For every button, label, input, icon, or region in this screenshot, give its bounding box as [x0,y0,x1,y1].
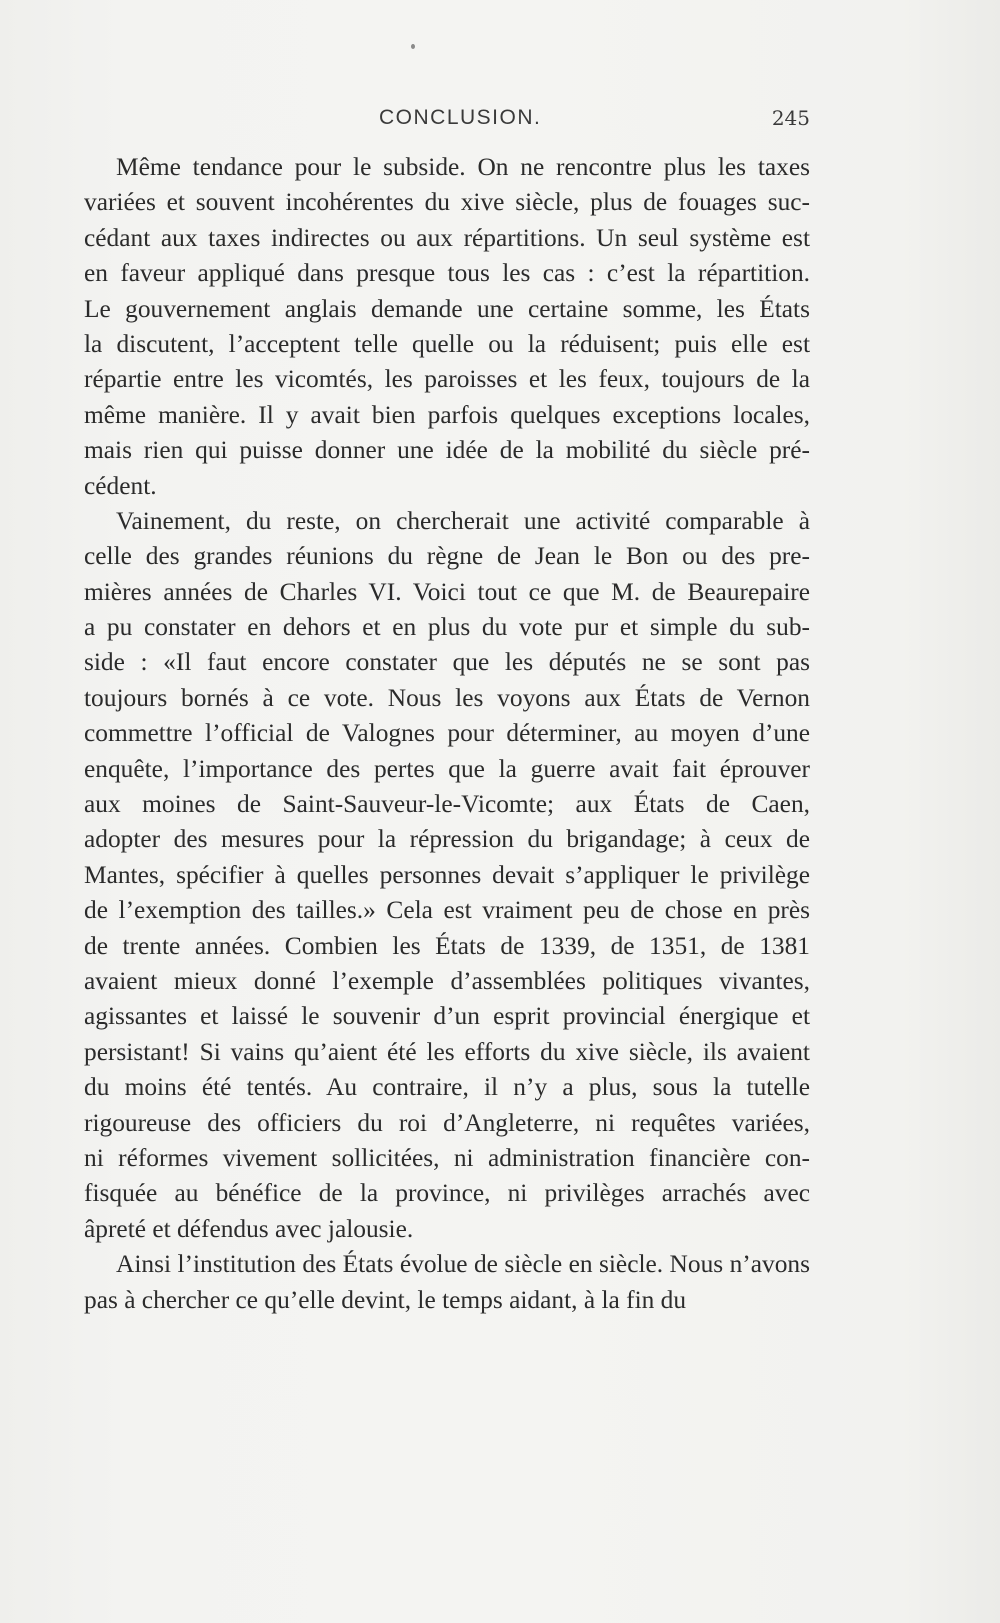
paragraph [84,504,810,1247]
text-line: mières années de Charles VI. Voici tout ce que M. de Beaurepaire [84,577,810,606]
text-line: agissantes et laissé le souvenir d’un esprit provincial énergique et [84,1002,810,1031]
text-line: adopter des mesures pour la répression du brigandage; à ceux de [84,825,810,854]
text-line: toujours bornés à ce vote. Nous les voyons aux États de Vernon [84,683,810,712]
text-line: rigoureuse des officiers du roi d’Angleterre, ni requêtes variées, [84,1108,810,1137]
text-line: Vainement, du reste, on chercherait une activité comparable à [116,506,810,535]
text-line: de l’exemption des tailles.» Cela est vraiment peu de chose en près [84,896,810,925]
body-text [84,150,810,1318]
text-line: la discutent, l’acceptent telle quelle ou la réduisent; puis elle est [84,329,810,358]
text-line: persistant! Si vains qu’aient été les efforts du xive siècle, ils avaient [84,1037,810,1066]
text-line: Ainsi l’institution des États évolue de siècle en siècle. Nous n’avons [116,1250,810,1279]
text-line: variées et souvent incohérentes du xive siècle, plus de fouages suc- [84,188,810,217]
text-line: a pu constater en dehors et en plus du vote pur et simple du sub- [84,613,810,642]
text-line: avaient mieux donné l’exemple d’assemblées politiques vivantes, [84,966,810,995]
page-number: 245 [771,106,810,130]
text-line: commettre l’official de Valognes pour déterminer, au moyen d’une [84,719,810,748]
text-line: cédent. [84,471,157,500]
text-line: mais rien qui puisse donner une idée de la mobilité du siècle pré- [84,436,810,465]
text-line: âpreté et défendus avec jalousie. [84,1214,414,1243]
text-line: en faveur appliqué dans presque tous les cas : c’est la répartition. [84,259,810,288]
text-line: pas à chercher ce qu’elle devint, le temps aidant, à la fin du [84,1285,687,1314]
text-line: Mantes, spécifier à quelles personnes devait s’appliquer le privilège [84,860,810,889]
paragraph [84,150,810,504]
text-line: side : «Il faut encore constater que les députés ne se sont pas [84,648,810,677]
text-line: fisquée au bénéfice de la province, ni privilèges arrachés avec [84,1179,810,1208]
text-line: enquête, l’importance des pertes que la guerre avait fait éprouver [84,754,810,783]
running-title: CONCLUSION. [379,106,542,129]
text-line: de trente années. Combien les États de 1339, de 1351, de 1381 [84,931,810,960]
text-line: celle des grandes réunions du règne de Jean le Bon ou des pre- [84,542,810,571]
text-line: ni réformes vivement sollicitées, ni administration financière con- [84,1143,810,1172]
text-line: cédant aux taxes indirectes ou aux répartitions. Un seul système est [84,223,810,252]
text-line: du moins été tentés. Au contraire, il n’y a plus, sous la tutelle [84,1073,810,1102]
text-line: Le gouvernement anglais demande une certaine somme, les États [84,294,810,323]
ink-speck [411,44,415,49]
running-head [84,106,810,136]
text-line: même manière. Il y avait bien parfois quelques exceptions locales, [84,400,810,429]
paragraph [84,1247,810,1318]
text-line: aux moines de Saint-Sauveur-le-Vicomte; aux États de Caen, [84,790,810,819]
text-line: répartie entre les vicomtés, les paroisses et les feux, toujours de la [84,365,810,394]
text-line: Même tendance pour le subside. On ne rencontre plus les taxes [116,153,810,181]
